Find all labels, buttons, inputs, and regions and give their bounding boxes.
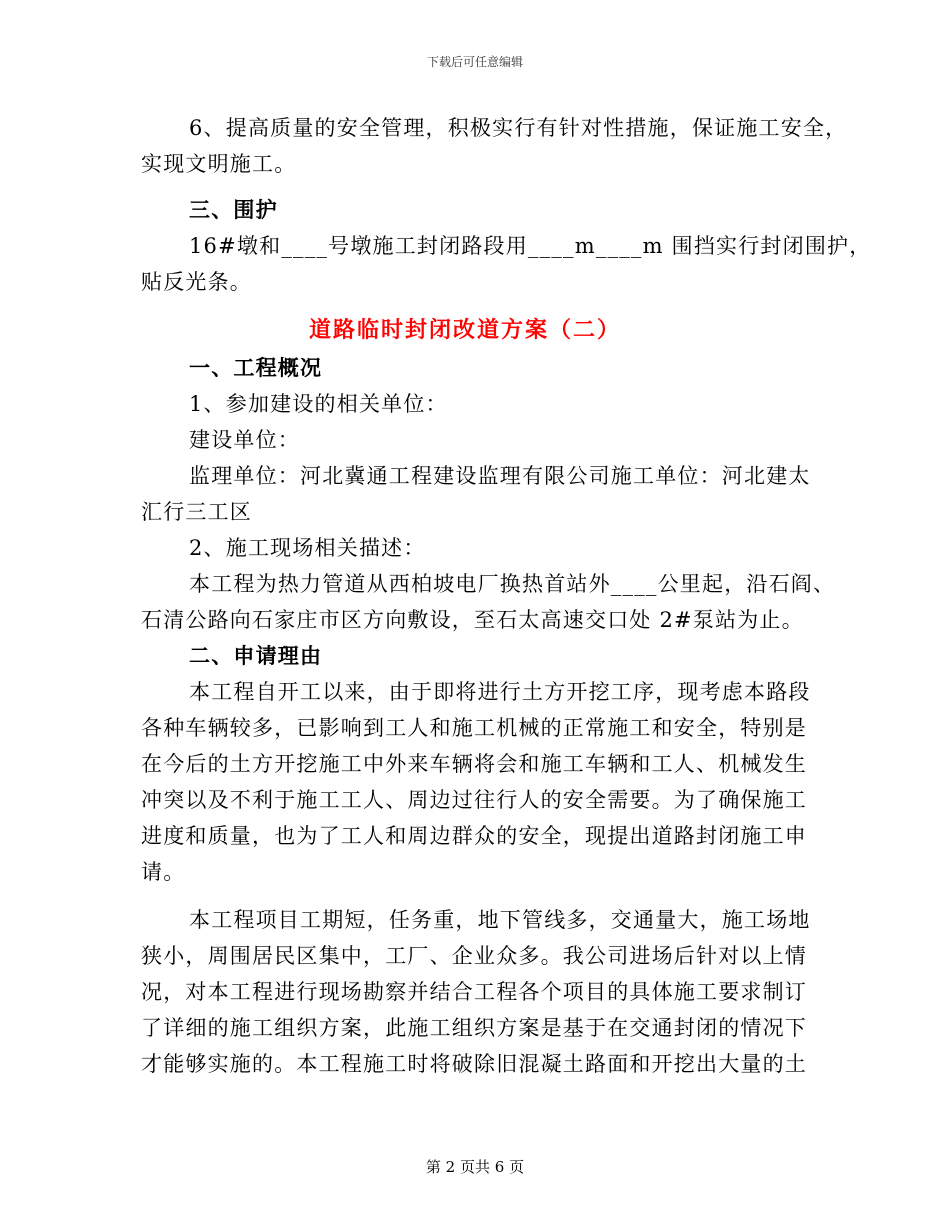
section-heading-overview: 一、工程概况 [189, 355, 323, 380]
paragraph-line: 冲突以及不利于施工工人、周边过往行人的安全需要。为了确保施工 [141, 788, 807, 812]
page-footer: 第 2 页共 6 页 [425, 1158, 525, 1176]
paragraph-line: 贴反光条。 [141, 270, 252, 294]
paragraph-line: 在今后的土方开挖施工中外来车辆将会和施工车辆和工人、机械发生 [141, 752, 807, 776]
paragraph-line: 6、提高质量的安全管理，积极实行有针对性措施，保证施工安全， [189, 116, 848, 140]
subsection-heading: 1、参加建设的相关单位： [189, 392, 448, 416]
paragraph-line: 实现文明施工。 [141, 152, 297, 176]
paragraph-line: 才能够实施的。本工程施工时将破除旧混凝土路面和开挖出大量的土 [141, 1052, 807, 1076]
paragraph-line: 本工程项目工期短，任务重，地下管线多，交通量大，施工场地 [189, 908, 811, 932]
paragraph-line: 各种车辆较多，已影响到工人和施工机械的正常施工和安全，特别是 [141, 716, 807, 740]
document-title: 道路临时封闭改道方案（二） [308, 317, 621, 343]
paragraph-line: 请。 [141, 860, 186, 884]
page-header: 下载后可任意编辑 [426, 55, 523, 69]
paragraph-line: 16#墩和____号墩施工封闭路段用____m____m 围挡实行封闭围护， [189, 234, 872, 258]
paragraph-line: 进度和质量，也为了工人和周边群众的安全，现提出道路封闭施工申 [141, 824, 807, 848]
section-heading-reason: 二、申请理由 [189, 643, 323, 668]
paragraph-line: 建设单位： [189, 428, 300, 452]
paragraph-line: 狭小，周围居民区集中，工厂、企业众多。我公司进场后针对以上情 [141, 944, 807, 968]
document-body [141, 110, 872, 1082]
section-heading-enclosure: 三、围护 [189, 197, 278, 222]
paragraph-line: 本工程自开工以来，由于即将进行土方开挖工序，现考虑本路段 [189, 680, 811, 704]
paragraph-line: 况，对本工程进行现场勘察并结合工程各个项目的具体施工要求制订 [141, 980, 807, 1004]
paragraph-line: 汇行三工区 [141, 500, 252, 524]
paragraph-line: 了详细的施工组织方案，此施工组织方案是基于在交通封闭的情况下 [141, 1016, 807, 1040]
paragraph-line: 监理单位：河北冀通工程建设监理有限公司施工单位：河北建太 [189, 464, 811, 488]
paragraph-line: 本工程为热力管道从西柏坡电厂换热首站外____公里起，沿石阎、 [189, 572, 836, 596]
paragraph-line: 石清公路向石家庄市区方向敷设，至石太高速交口处 2#泵站为止。 [141, 608, 804, 632]
subsection-heading: 2、施工现场相关描述： [189, 536, 426, 560]
